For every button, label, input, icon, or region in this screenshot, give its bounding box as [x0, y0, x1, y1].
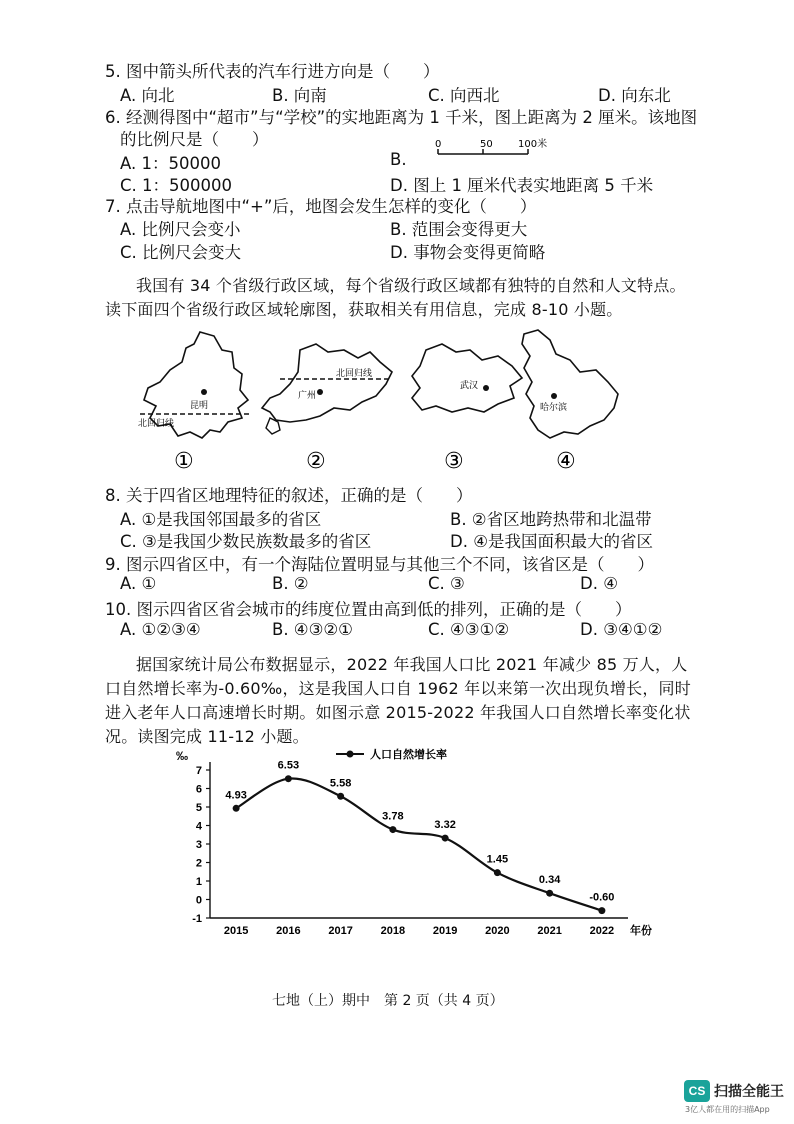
y-tick-label: 2	[195, 857, 202, 870]
scale-bar	[428, 136, 558, 164]
x-tick-label: 2022	[589, 925, 615, 937]
data-label: 1.45	[486, 853, 509, 866]
scale-label-0: 0	[435, 139, 442, 150]
data-point	[442, 835, 449, 842]
q9-option-c: C. ③	[428, 574, 465, 593]
q8-stem: 8. 关于四省区地理特征的叙述，正确的是（ ）	[105, 486, 473, 505]
q9-option-d: D. ④	[580, 574, 618, 593]
q5-option-c: C. 向西北	[428, 86, 500, 105]
q8-option-c: C. ③是我国少数民族数最多的省区	[120, 532, 372, 551]
province-maps	[130, 322, 670, 472]
city-guangzhou: 广州	[298, 391, 317, 401]
x-axis-label: 年份	[630, 925, 652, 937]
page-footer: 七地（上）期中 第 2 页（共 4 页）	[272, 993, 504, 1009]
intro2-line2: 口自然增长率为-0.60‰，这是我国人口自 1962 年以来第一次出现负增长，同时	[105, 679, 691, 698]
x-tick-label: 2020	[485, 925, 510, 937]
chart-marks	[225, 760, 614, 914]
map-number-4: ④	[556, 449, 576, 474]
x-tick-label: 2017	[328, 925, 353, 937]
tropic-label-1: 北回归线	[138, 419, 175, 429]
q9-option-a: A. ①	[120, 574, 157, 593]
q6-option-c: C. 1：500000	[120, 176, 232, 195]
map-number-3: ③	[444, 449, 464, 474]
scanner-name: 扫描全能王	[714, 1084, 784, 1100]
y-tick-label: 3	[195, 839, 202, 851]
x-tick-label: 2015	[223, 925, 249, 937]
data-label: 0.34	[538, 874, 561, 887]
map-number-2: ②	[306, 449, 326, 474]
y-tick-label: 6	[195, 783, 202, 796]
y-tick-label: -1	[192, 913, 202, 925]
data-label: 4.93	[225, 789, 247, 802]
q10-option-a: A. ①②③④	[120, 620, 201, 639]
legend-label: 人口自然增长率	[370, 749, 447, 761]
q8-option-d: D. ④是我国面积最大的省区	[450, 532, 653, 551]
q7-option-a: A. 比例尺会变小	[120, 220, 241, 239]
data-label: -0.60	[589, 891, 615, 904]
intro1-line2: 读下面四个省级行政区域轮廓图，获取相关有用信息，完成 8-10 小题。	[105, 300, 623, 319]
data-point	[337, 793, 344, 800]
q6-option-d: D. 图上 1 厘米代表实地距离 5 千米	[390, 176, 654, 195]
q7-option-c: C. 比例尺会变大	[120, 243, 242, 262]
y-tick-label: 0	[195, 894, 202, 907]
intro2-line1: 据国家统计局公布数据显示，2022 年我国人口比 2021 年减少 85 万人，人	[136, 655, 688, 674]
scanner-logo-icon: CS	[684, 1080, 710, 1102]
y-tick-label: 7	[195, 765, 202, 777]
map-hubei	[412, 344, 522, 412]
map-yunnan	[138, 332, 252, 438]
q8-option-b: B. ②省区地跨热带和北温带	[450, 510, 652, 529]
map-number-1: ①	[174, 449, 194, 474]
city-wuhan: 武汉	[460, 381, 479, 391]
data-label: 6.53	[277, 759, 300, 772]
data-point	[494, 869, 501, 876]
q5-option-b: B. 向南	[272, 86, 327, 105]
q10-stem: 10. 图示四省区省会城市的纬度位置由高到低的排列，正确的是（ ）	[105, 600, 632, 619]
q6-stem-line2: 的比例尺是（ ）	[120, 130, 269, 149]
q9-stem: 9. 图示四省区中，有一个海陆位置明显与其他三个不同，该省区是（ ）	[105, 555, 654, 574]
data-point	[285, 775, 292, 782]
scale-label-100: 100米	[518, 139, 548, 150]
population-growth-chart	[160, 742, 652, 942]
data-point	[598, 907, 605, 914]
intro1-line1: 我国有 34 个省级行政区域，每个省级行政区域都有独特的自然和人文特点。	[136, 276, 686, 295]
series-line	[236, 778, 602, 910]
map-heilongjiang	[522, 330, 618, 438]
q6-stem-line1: 6. 经测得图中“超市”与“学校”的实地距离为 1 千米，图上距离为 2 厘米。该地图	[105, 108, 698, 127]
y-tick-label: 4	[195, 820, 202, 833]
data-point	[389, 826, 396, 833]
q6-option-a: A. 1：50000	[120, 154, 221, 173]
q10-option-d: D. ③④①②	[580, 620, 663, 639]
x-tick-label: 2021	[537, 925, 562, 937]
q7-option-b: B. 范围会变得更大	[390, 220, 528, 239]
scanner-subtitle: 3亿人都在用的扫描App	[685, 1105, 770, 1114]
x-tick-label: 2019	[432, 925, 458, 937]
scale-label-50: 50	[480, 139, 493, 150]
data-point	[233, 805, 240, 812]
y-tick-label: 1	[195, 876, 202, 888]
q5-option-d: D. 向东北	[598, 86, 671, 105]
q10-option-b: B. ④③②①	[272, 620, 353, 639]
data-label: 3.78	[382, 810, 404, 823]
data-label: 5.58	[329, 777, 352, 790]
q5-option-a: A. 向北	[120, 86, 175, 105]
q7-option-d: D. 事物会变得更简略	[390, 243, 546, 262]
city-kunming: 昆明	[190, 401, 209, 411]
y-axis-unit: ‰	[176, 749, 188, 763]
map-guangdong	[262, 344, 392, 434]
q8-option-a: A. ①是我国邻国最多的省区	[120, 510, 322, 529]
q9-option-b: B. ②	[272, 574, 309, 593]
chart-axes	[176, 747, 652, 937]
tropic-label-2: 北回归线	[336, 369, 373, 379]
intro2-line3: 进入老年人口高速增长时期。如图示意 2015-2022 年我国人口自然增长率变化状	[105, 703, 691, 722]
q7-stem: 7. 点击导航地图中“+”后，地图会发生怎样的变化（ ）	[105, 197, 537, 216]
x-tick-label: 2016	[276, 925, 301, 937]
data-label: 3.32	[434, 819, 456, 832]
q5-stem: 5. 图中箭头所代表的汽车行进方向是（ ）	[105, 62, 440, 81]
intro2-line4: 况。读图完成 11-12 小题。	[105, 727, 309, 746]
x-tick-label: 2018	[380, 925, 406, 937]
q6-option-b: B.	[390, 150, 407, 169]
q10-option-c: C. ④③①②	[428, 620, 510, 639]
data-point	[546, 890, 553, 897]
city-harbin: 哈尔滨	[540, 403, 568, 413]
legend-marker	[347, 751, 354, 758]
y-tick-label: 5	[195, 802, 202, 814]
